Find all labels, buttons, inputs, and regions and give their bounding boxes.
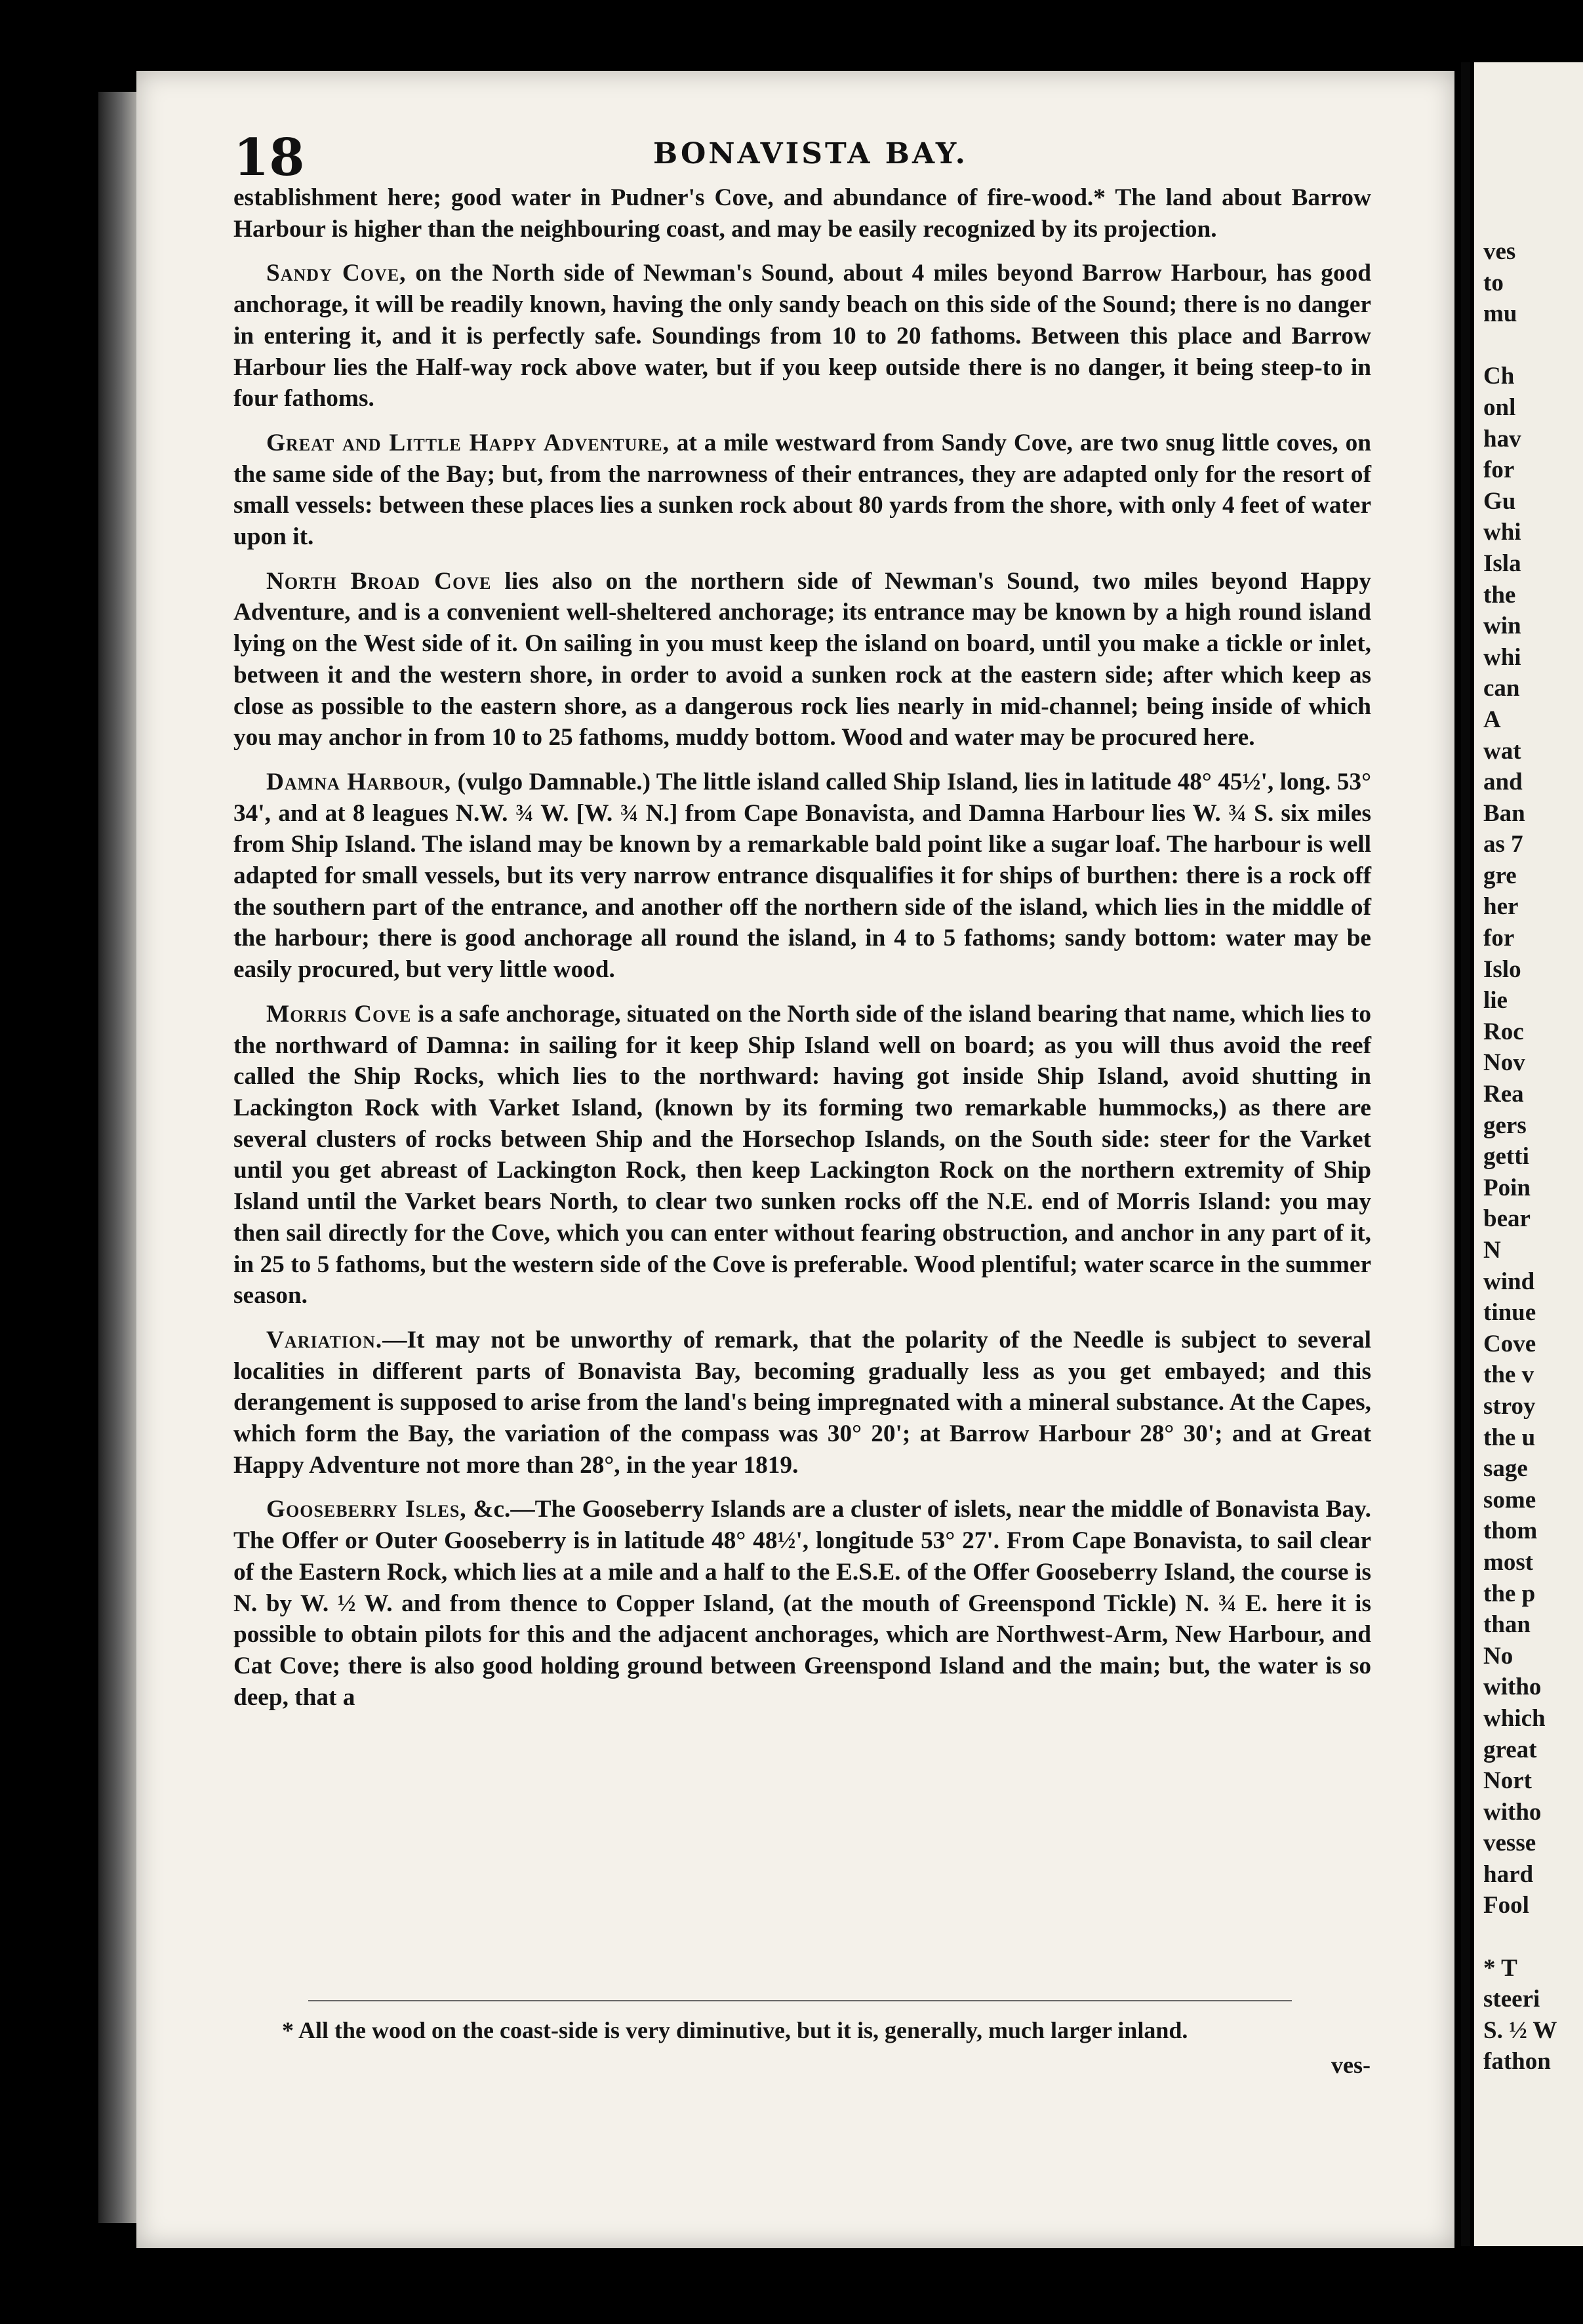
next-page-fragment: the p xyxy=(1483,1580,1536,1607)
page-header xyxy=(233,128,1374,187)
next-page-fragment: Nort xyxy=(1483,1767,1532,1795)
next-page-fragment: mu xyxy=(1483,300,1517,328)
next-page-fragment: which xyxy=(1483,1704,1546,1732)
next-page-fragment: witho xyxy=(1483,1798,1542,1826)
next-page-fragment: A xyxy=(1483,706,1501,733)
next-page-fragment: Nov xyxy=(1483,1049,1525,1077)
next-page-fragment: Ch xyxy=(1483,363,1515,390)
next-page-fragment: steeri xyxy=(1483,1986,1540,2013)
running-head: BONAVISTA BAY. xyxy=(653,137,968,170)
page-divider xyxy=(1461,62,1470,2246)
paragraph-gooseberry-isles xyxy=(233,1494,1371,1713)
paragraph-text: &c.—The Gooseberry Islands are a cluster of islets, near the middle of Bonavista Bay. The Offer or Outer Gooseberry is in latitude 48° 48½', longitude 53° 27'. From Cape Bonavista, to sail clear of the Eastern Rock, which lies at a mile and a half to the E.S.E. of the Offer Gooseberry Island, the course is N. by W. ½ W. and from thence to Copper Island, (at the mouth of Greenspond Tickle) N. ¾ E. here it is possible to obtain pilots for this and the adjacent anchorages, which are Northwest-Arm, New Harbour, and Cat Cove; there is also good holding ground between Greenspond Island and the main; but, the water is so deep, that a xyxy=(233,1496,1372,1711)
next-page-fragment: Ban xyxy=(1483,799,1525,827)
paragraph-text: lies also on the northern side of Newman's Sound, two miles beyond Happy Adventure, and is a convenient well-sheltered anchorage; its entrance may be known by a high round island lying on the West side of it. On sailing in you must keep the island on board, until you make a tickle or inlet, between it and the western shore, in order to avoid a sunken rock at the eastern side; after which keep as close as possible to the eastern shore, as a dangerous rock lies nearly in mid-channel; being inside of which you may anchor in from 10 to 25 fathoms, muddy bottom. Wood and water may be procured here. xyxy=(233,567,1371,751)
paragraph-lead: North Broad Cove xyxy=(266,567,492,595)
next-page-fragment: some xyxy=(1483,1486,1536,1513)
paragraph-lead: Gooseberry Isles, xyxy=(266,1496,467,1523)
next-page-fragment: No xyxy=(1483,1642,1513,1670)
next-page-fragment: bear xyxy=(1483,1205,1531,1233)
next-page-fragments xyxy=(1483,236,1583,2077)
next-page-fragment: and xyxy=(1483,769,1523,796)
paragraph-text: —It may not be unworthy of remark, that the polarity of the Needle is subject to several localities in different parts of Bonavista Bay, becoming gradually less as you get embayed; and this derangement is supposed to arise from the land's being impregnated with a mineral substance. At the Capes, which form the Bay, the variation of the compass was 30° 20'; at Barrow Harbour 28° 30'; and at Great Happy Adventure not more than 28°, in the year 1819. xyxy=(233,1326,1371,1479)
body-text xyxy=(233,182,1371,1726)
paragraph-text: establishment here; good water in Pudner's Cove, and abundance of fire-wood.* The land about Barrow Harbour is higher than the neighbouring coast, and may be easily recognized by its projection. xyxy=(233,184,1371,243)
next-page-fragment: gers xyxy=(1483,1112,1527,1139)
next-page-fragment: whi xyxy=(1483,519,1521,546)
paragraph-lead: Morris Cove xyxy=(266,1000,412,1028)
footnote: * All the wood on the coast-side is very diminutive, but it is, generally, much larger inland. xyxy=(282,2017,1188,2043)
next-page-fragment: lie xyxy=(1483,987,1508,1014)
next-page-fragment: Poin xyxy=(1483,1174,1531,1201)
next-page-fragment: the u xyxy=(1483,1424,1536,1451)
next-page-fragment: hard xyxy=(1483,1860,1534,1888)
next-page-fragment: witho xyxy=(1483,1673,1542,1701)
next-page-fragment: to xyxy=(1483,269,1504,296)
next-page-fragment: wat xyxy=(1483,737,1521,765)
paragraph-text: on the North side of Newman's Sound, about 4 miles beyond Barrow Harbour, has good anchorage, it will be readily known, having the only sandy beach on this side of the Sound; there is no danger in entering it, and it is perfectly safe. Soundings from 10 to 20 fathoms. Between this place and Barrow Harbour lies the Half-way rock above water, but if you keep outside there is no danger, it being steep-to in four fathoms. xyxy=(233,260,1371,412)
next-page-fragment: win xyxy=(1483,612,1521,640)
next-page-fragment: Roc xyxy=(1483,1018,1524,1045)
paragraph-lead: Great and Little Happy Adventure, xyxy=(266,429,670,456)
next-page-fragment: S. ½ W xyxy=(1483,2016,1557,2044)
paragraph-lead: Damna Harbour, xyxy=(266,768,452,795)
next-page-fragment: Gu xyxy=(1483,487,1516,515)
next-page-fragment: wind xyxy=(1483,1268,1535,1295)
next-page-fragment: * T xyxy=(1483,1954,1517,1982)
next-page-fragment: gre xyxy=(1483,862,1517,889)
paragraph-text: is a safe anchorage, situated on the North side of the island bearing that name, which lies to the northward of Damna: in sailing for it keep Ship Island well on board; as you will thus avoid the reef called the Ship Rocks, which lies to the northward: having got inside Ship Island, avoid shutting in Lackington Rock with Varket Island, (known by its forming two remarkable hummocks,) as there are several clusters of rocks between Ship and the Horsechop Islands, on the South side: steer for the Varket until you get abreast of Lackington Rock, then keep Lackington Rock on the northern extremity of Ship Island until the Varket bears North, to clear two sunken rocks off the N.E. end of Morris Island: you may then sail directly for the Cove, which you can enter without fearing obstruction, and anchor in any part of it, in 25 to 5 fathoms, but the western side of the Cove is preferable. Wood plentiful; water scarce in the summer season. xyxy=(233,1000,1371,1310)
paragraph-happy-adventure xyxy=(233,428,1371,553)
paragraph-text: at a mile westward from Sandy Cove, are two snug little coves, on the same side of the Bay; but, from the narrowness of their entrances, they are adapted only for the resort of small vessels: between these places lies a sunken rock about 80 yards from the shore, with only 4 feet of water upon it. xyxy=(233,429,1371,551)
paragraph-lead: Sandy Cove, xyxy=(266,260,407,287)
next-page-fragment: stroy xyxy=(1483,1392,1536,1420)
next-page-fragment: sage xyxy=(1483,1455,1528,1483)
next-page-fragment: for xyxy=(1483,456,1515,484)
next-page-fragment: tinue xyxy=(1483,1299,1536,1327)
next-page-fragment: N xyxy=(1483,1237,1501,1264)
next-page-fragment: great xyxy=(1483,1736,1537,1763)
next-page-fragment: Rea xyxy=(1483,1081,1524,1108)
page-number: 18 xyxy=(233,128,305,188)
next-page-fragment: onl xyxy=(1483,393,1516,421)
paragraph-lead: Variation. xyxy=(266,1326,383,1353)
next-page-fragment: getti xyxy=(1483,1143,1529,1171)
next-page-fragment: than xyxy=(1483,1611,1531,1639)
paragraph-sandy-cove xyxy=(233,258,1371,414)
catchword: ves- xyxy=(1331,2052,1371,2078)
paragraph-north-broad-cove xyxy=(233,566,1371,753)
next-page-fragment: Cove xyxy=(1483,1330,1536,1357)
paragraph-morris-cove xyxy=(233,999,1371,1312)
paragraph-text: (vulgo Damnable.) The little island called Ship Island, lies in latitude 48° 45½', long. 53° 34', and at 8 leagues N.W. ¾ W. [W. ¾ N.] from Cape Bonavista, and Damna Harbour lies W. ¾ S. six miles from Ship Island. The island may be known by a remarkable bald point like a sugar loaf. The harbour is well adapted for small vessels, but its very narrow entrance disqualifies it for ships of burthen: there is a rock off the southern part of the entrance, and another off the northern side of the island, which lies in the middle of the harbour; there is good anchorage all round the island, in 4 to 5 fathoms; sandy bottom: water may be easily procured, but very little wood. xyxy=(233,768,1371,984)
next-page-fragment: thom xyxy=(1483,1517,1538,1545)
next-page-fragment: vesse xyxy=(1483,1830,1536,1857)
next-page-fragment xyxy=(1483,1921,1583,1953)
next-page-fragment: ves xyxy=(1483,238,1516,265)
next-page-fragment: whi xyxy=(1483,643,1521,671)
next-page-fragment: Fool xyxy=(1483,1892,1529,1919)
next-page-edge xyxy=(1474,62,1583,2246)
next-page-fragment: the v xyxy=(1483,1361,1534,1389)
next-page-fragment: Islo xyxy=(1483,955,1521,983)
paragraph-damna-harbour xyxy=(233,767,1371,986)
next-page-fragment xyxy=(1483,330,1583,361)
next-page-fragment: her xyxy=(1483,893,1519,921)
next-page-fragment: Isla xyxy=(1483,550,1521,577)
next-page-fragment: for xyxy=(1483,925,1515,952)
footnote-rule xyxy=(308,2000,1292,2001)
paragraph-continuation xyxy=(233,182,1371,245)
next-page-fragment: the xyxy=(1483,581,1516,609)
next-page-fragment: fathon xyxy=(1483,2048,1551,2075)
next-page-fragment: most xyxy=(1483,1548,1534,1576)
next-page-fragment: can xyxy=(1483,675,1520,702)
paragraph-variation xyxy=(233,1325,1371,1481)
next-page-fragment: as 7 xyxy=(1483,831,1523,858)
next-page-fragment: hav xyxy=(1483,425,1521,452)
